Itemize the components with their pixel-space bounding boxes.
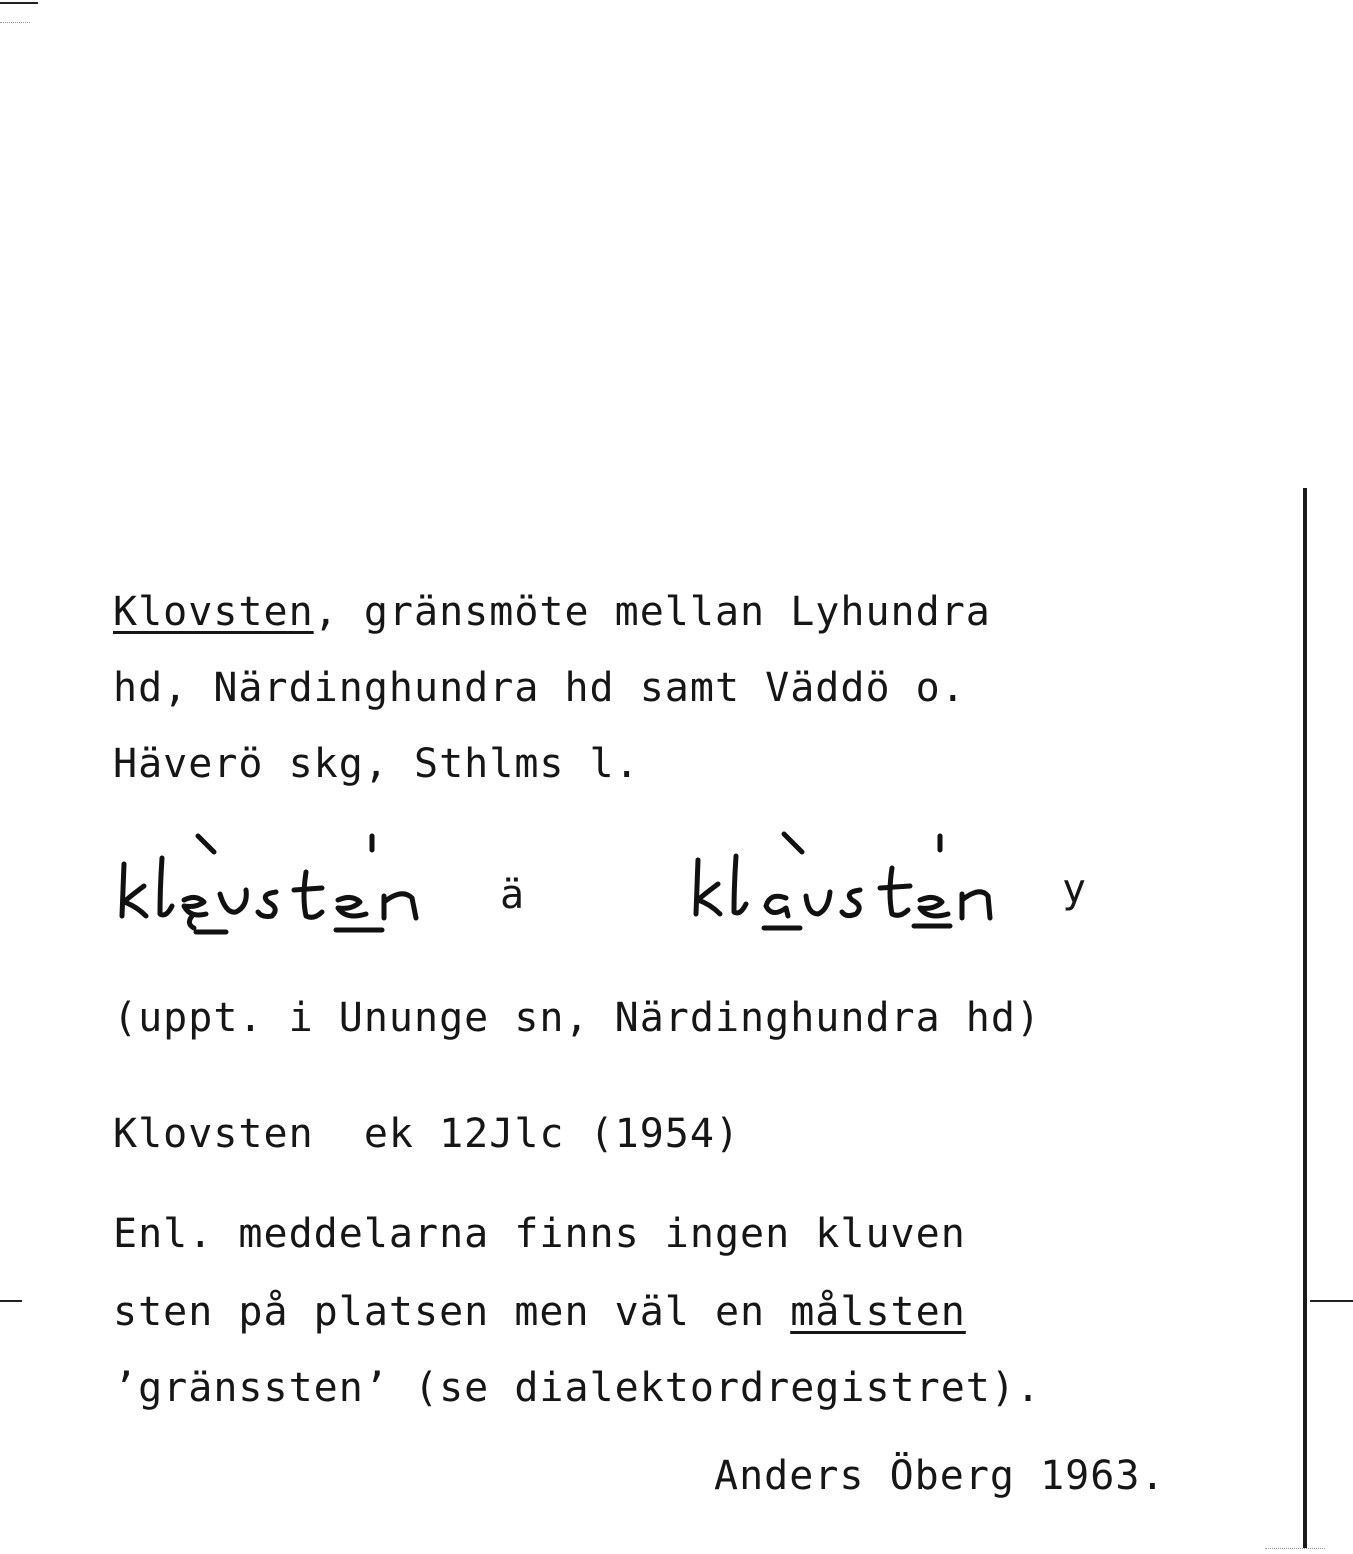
comment-line-1: Enl. meddelarna finns ingen kluven bbox=[113, 1211, 966, 1257]
comment-line-2 bbox=[113, 1288, 966, 1336]
headword: Klovsten bbox=[113, 589, 314, 635]
entry-line-3: Häverö skg, Sthlms l. bbox=[113, 741, 640, 787]
top-left-dotted-mark bbox=[0, 22, 30, 23]
malsten-term: målsten bbox=[790, 1289, 966, 1335]
top-left-edge-mark bbox=[0, 2, 38, 4]
pronunciation-younger-handwritten bbox=[688, 828, 1008, 948]
entry-line-1 bbox=[113, 588, 991, 636]
pronunciation-older-handwritten bbox=[110, 828, 440, 948]
comment-line-2-text: sten på platsen men väl en bbox=[113, 1289, 791, 1335]
pronunciation-older-marker: ä bbox=[500, 872, 525, 918]
card-right-border bbox=[1303, 488, 1307, 1548]
pronunciation-younger-marker: y bbox=[1062, 866, 1087, 912]
comment-line-3: ’gränssten’ (se dialektordregistret). bbox=[113, 1365, 1042, 1411]
map-reference: Klovsten ek 12Jlc (1954) bbox=[113, 1111, 741, 1157]
entry-line-2: hd, Närdinghundra hd samt Väddö o. bbox=[113, 665, 966, 711]
entry-line-1-rest: , gränsmöte mellan Lyhundra bbox=[313, 589, 991, 635]
recording-note: (uppt. i Ununge sn, Närdinghundra hd) bbox=[113, 995, 1042, 1041]
right-edge-mark bbox=[1310, 1300, 1353, 1302]
left-edge-mark bbox=[0, 1300, 22, 1302]
signature: Anders Öberg 1963. bbox=[714, 1453, 1166, 1499]
bottom-right-dotted-mark bbox=[1265, 1548, 1325, 1549]
